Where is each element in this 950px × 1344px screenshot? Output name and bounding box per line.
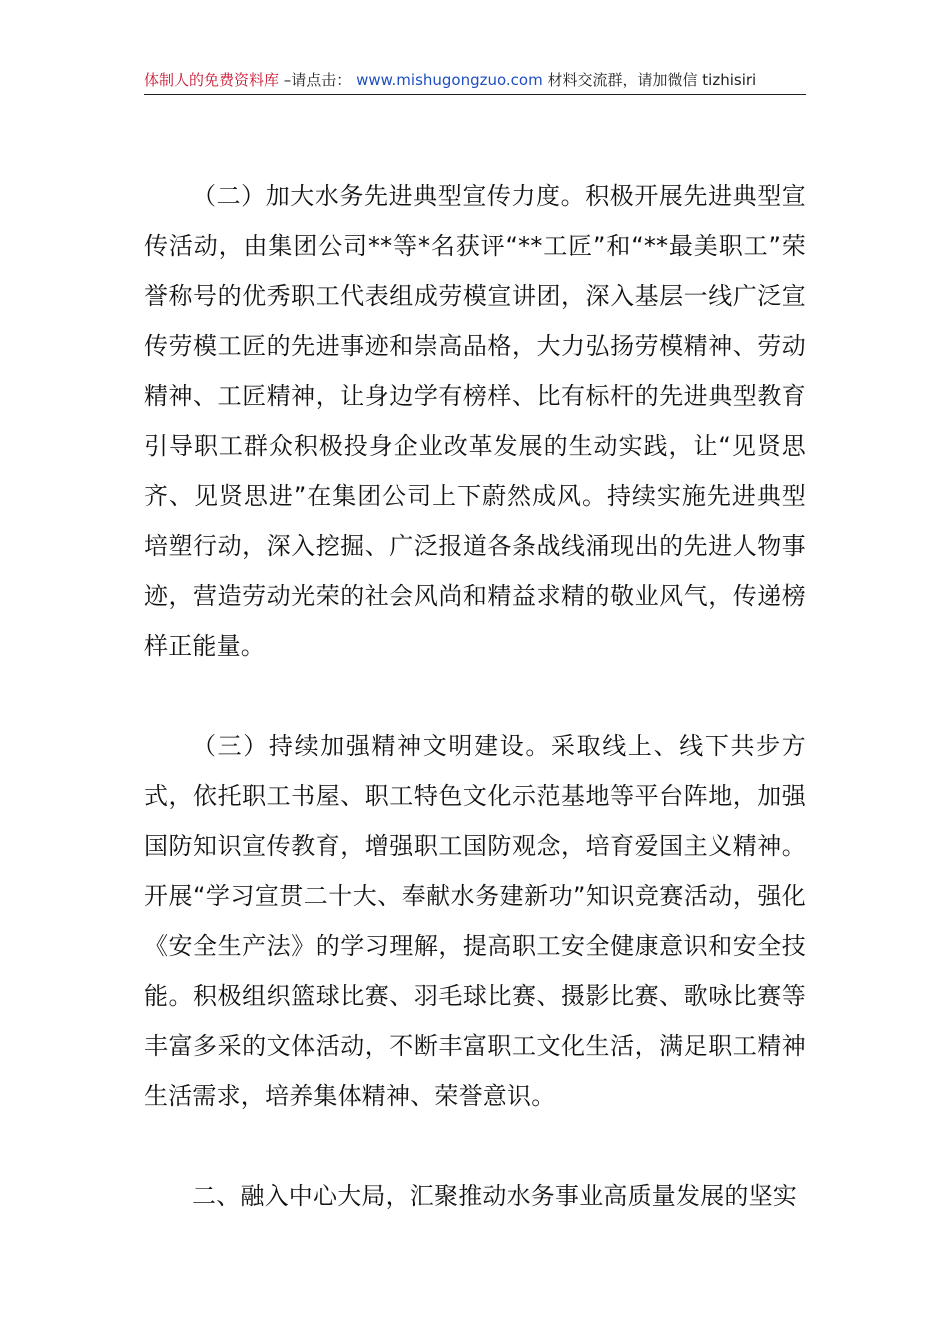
header-url-link[interactable]: www.mishugongzuo.com [356,71,543,89]
header-prompt: –请点击： [283,71,352,89]
paragraph-typical-publicity: （二）加大水务先进典型宣传力度。积极开展先进典型宣传活动，由集团公司**等*名获评“**工匠”和“**最美职工”荣誉称号的优秀职工代表组成劳模宣讲团，深入基层一线广泛宣传劳模工匠的先进事迹和崇高品格，大力弘扬劳模精神、劳动精神、工匠精神，让身边学有榜样、比有标杆的先进典型教育引导职工群众积极投身企业改革发展的生动实践，让“见贤思齐、见贤思进”在集团公司上下蔚然成风。持续实施先进典型培塑行动，深入挖掘、广泛报道各条战线涌现出的先进人物事迹，营造劳动光荣的社会风尚和精益求精的敬业风气，传递榜样正能量。 [144,182,806,660]
header-contact: 材料交流群，请加微信 tizhisiri [547,71,757,89]
section-heading-two: 二、融入中心大局，汇聚推动水务事业高质量发展的坚实 [192,1182,797,1210]
page-header [144,70,806,95]
header-brand: 体制人的免费资料库 [144,71,280,89]
document-body [144,171,806,1221]
paragraph-spiritual-civilization: （三）持续加强精神文明建设。采取线上、线下共步方式，依托职工书屋、职工特色文化示范基地等平台阵地，加强国防知识宣传教育，增强职工国防观念，培育爱国主义精神。开展“学习宣贯二十大、奉献水务建新功”知识竞赛活动，强化《安全生产法》的学习理解，提高职工安全健康意识和安全技能。积极组织篮球比赛、羽毛球比赛、摄影比赛、歌咏比赛等丰富多采的文体活动，不断丰富职工文化生活，满足职工精神生活需求，培养集体精神、荣誉意识。 [144,732,806,1110]
